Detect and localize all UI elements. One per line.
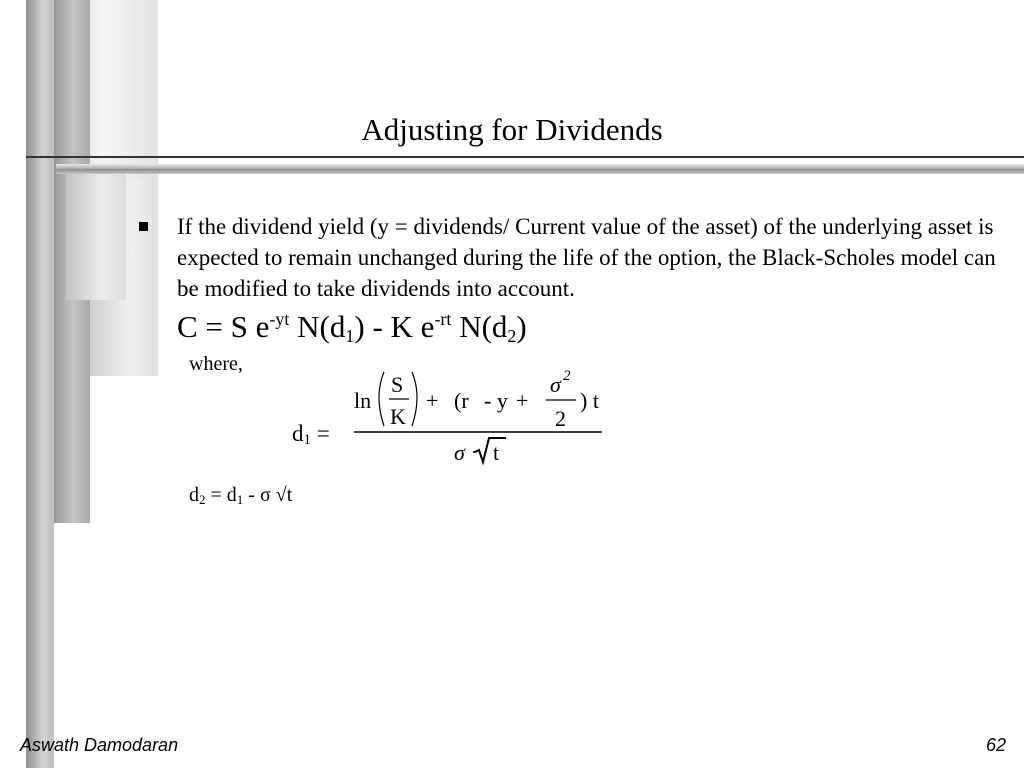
title-rule <box>26 156 1024 158</box>
plus-text-2: + <box>516 388 529 413</box>
sqrt-sign-icon <box>475 438 506 462</box>
footer-author: Aswath Damodaran <box>20 735 179 755</box>
bullet-text: If the dividend yield (y = dividends/ Current value of the asset) of the underlying asset is expected to remain unchanged during the life of the option, the Black-Scholes model can be modified to take dividends into account. <box>177 214 996 301</box>
d1-fraction <box>340 362 610 472</box>
den-t-text: t <box>493 440 500 465</box>
den-dot: · <box>471 442 477 462</box>
k-text: K <box>390 404 406 429</box>
ln-text: ln <box>354 388 372 413</box>
d1-label: $d_1$ = <box>292 421 330 448</box>
s-text: S <box>391 372 404 397</box>
call-price-formula: C = S $e^{-yt}$ $N(d_1)$ - K $e^{-rt}$ $N(d_2)$ <box>177 309 527 346</box>
title-gradient-rule <box>56 164 1024 174</box>
sigma-exponent: 2 <box>563 368 571 384</box>
where-label: where, <box>189 353 243 375</box>
decorative-bar <box>66 170 126 300</box>
two-text: 2 <box>555 406 566 431</box>
bullet-square-icon <box>139 222 148 231</box>
footer-page-number: 62 <box>985 735 1006 755</box>
sigma-symbol: σ <box>550 372 561 397</box>
close-t-text: ) t <box>580 388 599 413</box>
decorative-bar <box>26 0 54 768</box>
minus-y-text: - y <box>484 388 508 413</box>
den-sigma-symbol: σ <box>454 440 465 465</box>
slide-title: Adjusting for Dividends <box>361 112 663 147</box>
d2-formula: $d_2 = d_1 - \sigma$ √t <box>189 484 293 507</box>
plus-text: + <box>426 388 439 413</box>
r-text: (r <box>454 388 469 413</box>
